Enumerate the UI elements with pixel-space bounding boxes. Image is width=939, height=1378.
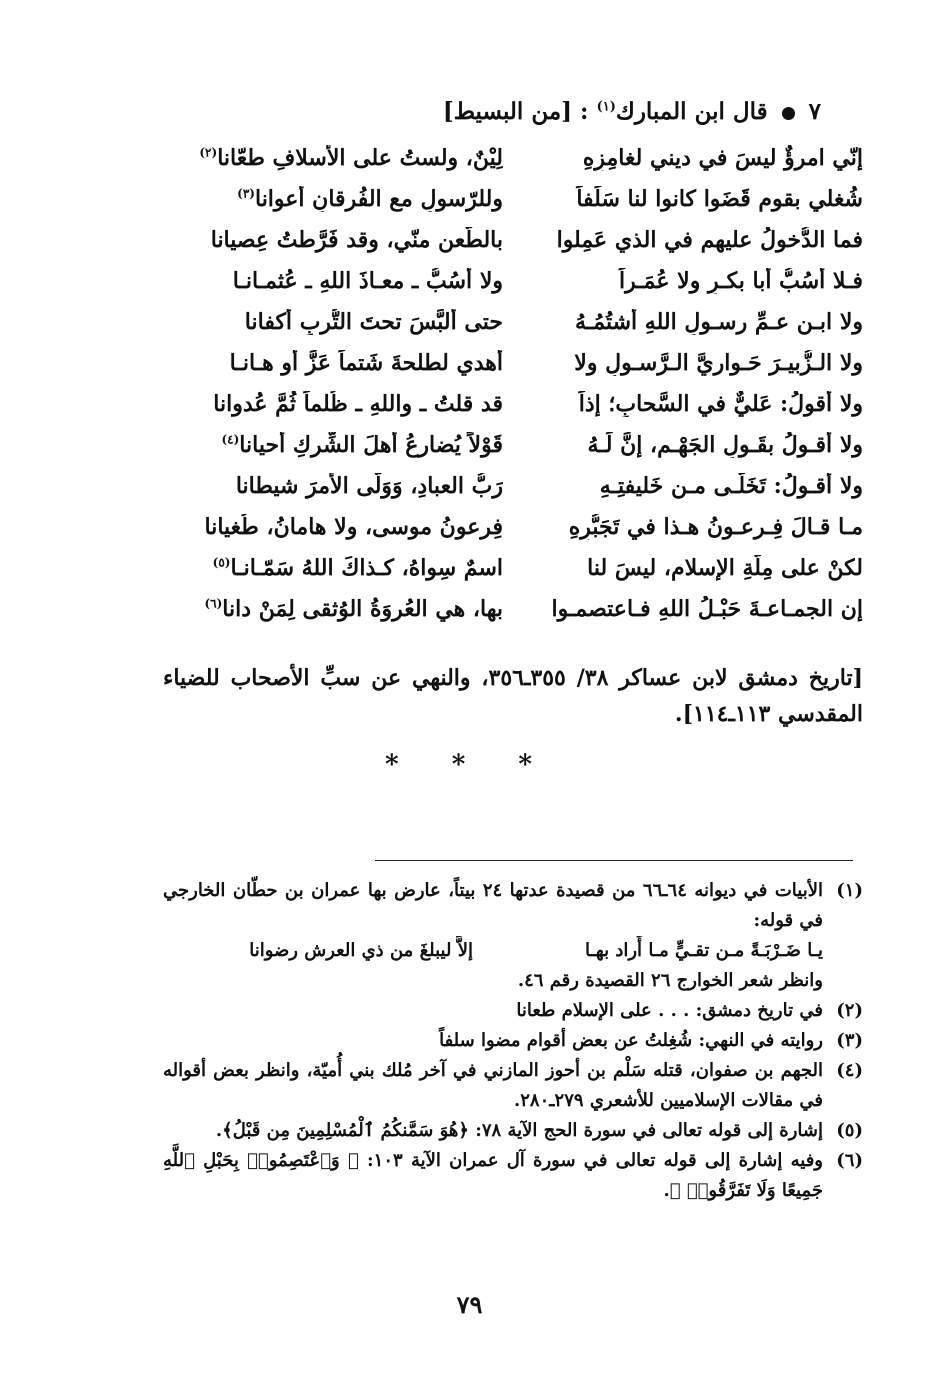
footnote-text: في تاريخ دمشق: . . . على الإسلام طعانا	[516, 1000, 823, 1021]
footnote-number: (٣)	[836, 1030, 863, 1051]
quoted-verse	[163, 936, 823, 966]
hemistich-text: بها، هي العُروَةُ الوُثقى لِمَنْ دانا	[222, 596, 503, 622]
verse-line	[163, 350, 863, 391]
second-hemistich	[163, 391, 503, 417]
second-hemistich	[163, 186, 503, 212]
second-hemistich	[163, 555, 503, 581]
footnote-ref: (٢)	[199, 145, 218, 160]
verse-line	[163, 186, 863, 227]
first-hemistich: لكنْ على مِلَّةِ الإِسلامِ، ليسَ لنا	[587, 555, 863, 581]
footnote-ref: (٥)	[212, 555, 231, 570]
verse-line	[163, 391, 863, 432]
footnote-text: الأبيات في ديوانه ٦٤ـ٦٦ من قصيدة عدتها ٢٤ بيتاً، عارض بها عمران بن حطّان الخارجي في قوله:	[163, 880, 823, 931]
first-hemistich: فـلا أَسُبُّ أَبا بكـرٍ ولا عُمَـراً	[618, 268, 863, 294]
second-hemistich	[163, 268, 503, 294]
poem	[163, 145, 863, 637]
second-hemistich	[163, 309, 503, 335]
footnote-text: وانظر شعر الخوارج ٢٦ القصيدة رقم ٤٦.	[517, 970, 823, 991]
footnotes	[163, 876, 863, 1206]
entry-number: ٧	[808, 98, 821, 125]
entry-heading	[121, 98, 821, 125]
hemistich-text: رَبُّ العبادِ، وَوَلّى الأمرَ شيطانا	[235, 473, 503, 499]
footnote-number: (٥)	[836, 1120, 863, 1141]
hemistich-text: قَوْلاً يُضارعُ أَهلَ الشِّركِ أَحيانا	[239, 432, 503, 458]
hemistich-text: بالطَّعنِ منّي، وقد فَرَّطتُ عِصيانا	[210, 227, 503, 253]
footnote-number: (٦)	[836, 1150, 863, 1171]
meter-label: : [من البسيط]	[442, 98, 589, 125]
source-citation: [تاريخ دمشق لابن عساكر ٣٨/ ٣٥٥ـ٣٥٦، والنهي عن سبِّ الأصحاب للضياء المقدسي ١١٣ـ١١٤].	[163, 665, 863, 727]
footnote-text: إشارة إلى قوله تعالى في سورة الحج الآية ٧٨: ﴿هُوَ سَمَّنكُمُ ٱلْمُسْلِمِينَ مِن قَبْلُ﴾.	[215, 1120, 823, 1141]
hemistich-text: فِرعونُ موسى، ولا هامانُ، طُغيانا	[204, 514, 503, 540]
second-hemistich: إلاَّ ليبلغَ من ذي العرش رضوانا	[249, 940, 473, 961]
section-separator: * * *	[385, 750, 554, 780]
second-hemistich	[163, 514, 503, 540]
first-hemistich: ولا الـزُّبيـرَ حَـواريَّ الـرَّسـولِ ولا	[574, 350, 863, 376]
first-hemistich: يـا ضَـرْبَـةً مـن تقـيٍّ مـا أَراد بهـا	[585, 940, 823, 961]
verse-line	[163, 473, 863, 514]
second-hemistich	[163, 145, 503, 171]
footnote-divider	[375, 860, 853, 861]
verse-line	[163, 432, 863, 473]
footnote-item	[163, 1116, 863, 1146]
footnote-number: (١)	[836, 880, 863, 901]
second-hemistich	[163, 350, 503, 376]
first-hemistich: ولا أَقـولُ: تَخَلّـى مـن خَليفتِـهِ	[599, 473, 863, 499]
bullet-icon	[782, 107, 795, 120]
footnote-item	[163, 1146, 863, 1206]
footnote-text: روايته في النهي: شُغِلتُ عن بعض أقوام مضوا سلفاً	[439, 1030, 823, 1051]
hemistich-text: ولا أَسُبُّ ـ معـاذَ اللهِ ـ عُثمـانـا	[232, 268, 503, 294]
footnote-item	[163, 1026, 863, 1056]
first-hemistich: ولا ابـن عـمِّ رسـولِ اللهِ أَشتُمُـهُ	[575, 309, 863, 335]
footnote-ref: (٤)	[221, 432, 240, 447]
verse-line	[163, 145, 863, 186]
second-hemistich	[163, 227, 503, 253]
verse-line	[163, 309, 863, 350]
verse-line	[163, 268, 863, 309]
footnote-ref: (٦)	[204, 596, 223, 611]
footnote-text: وفيه إشارة إلى قوله تعالى في سورة آل عمران الآية ١٠٣: ﴿ وَٱعْتَصِمُوا۟ بِحَبْلِ ٱللَّهِ جَمِيعًا وَلَا تَفَرَّقُوا۟ ﴾.	[163, 1150, 823, 1201]
second-hemistich	[163, 473, 503, 499]
page-number: ٧٩	[456, 1290, 483, 1319]
verse-line	[163, 227, 863, 268]
hemistich-text: لِيْنٌ، ولستُ على الأسلافِ طعّانا	[217, 145, 503, 171]
footnote-ref: (١)	[596, 99, 616, 115]
verse-line	[163, 596, 863, 637]
entry-title: قال ابن المبارك	[615, 98, 768, 125]
first-hemistich: مـا قـالَ فِـرعـونُ هـذا في تَجَبُّرِهِ	[568, 514, 863, 540]
footnote-text: الجهم بن صفوان، قتله سَلْم بن أحوز المازني في آخر مُلك بني أُميّة، وانظر بعض أقواله في مقالات الإسلاميين للأشعري ٢٧٩ـ٢٨٠.	[163, 1060, 823, 1111]
second-hemistich	[163, 432, 503, 458]
hemistich-text: وللرّسولِ مع الفُرقانِ أَعوانا	[254, 186, 503, 212]
first-hemistich: ولا أَقولُ: عَليٌّ في السَّحابِ؛ إذاً	[578, 391, 863, 417]
first-hemistich: إن الجمـاعـةَ حَبْـلُ اللهِ فـاعتصمـوا	[551, 596, 863, 622]
second-hemistich	[163, 596, 503, 622]
hemistich-text: حتى أُلبَّسَ تحتَ التُّربِ أَكفانا	[244, 309, 503, 335]
footnote-ref: (٣)	[237, 186, 255, 201]
footnote-number: (٢)	[836, 1000, 863, 1021]
first-hemistich: فما الدُّخولُ عليهم في الذي عَمِلوا	[556, 227, 863, 253]
first-hemistich: شُغلي بقومٍ قَضَوا كانوا لنا سَلَفاً	[576, 186, 863, 212]
first-hemistich: إنّي امرؤٌ ليسَ في ديني لغامِزِهِ	[582, 145, 863, 171]
footnote-item	[163, 876, 863, 996]
footnote-number: (٤)	[836, 1060, 863, 1081]
verse-line	[163, 514, 863, 555]
first-hemistich: ولا أَقـولُ بقَـولِ الجَهْـمِ، إنَّ لَـهُ	[587, 432, 863, 458]
hemistich-text: قد قلتُ ـ واللهِ ـ ظُلماً ثُمَّ عُدوانا	[213, 391, 503, 417]
verse-line	[163, 555, 863, 596]
hemistich-text: اسمٌ سِواهُ، كـذاكَ اللهُ سَمّـانـا	[230, 555, 503, 581]
footnote-item	[163, 1056, 863, 1116]
footnote-item	[163, 996, 863, 1026]
hemistich-text: أُهدي لطلحةَ شَتماً عَزَّ أَو هـانـا	[229, 350, 503, 376]
